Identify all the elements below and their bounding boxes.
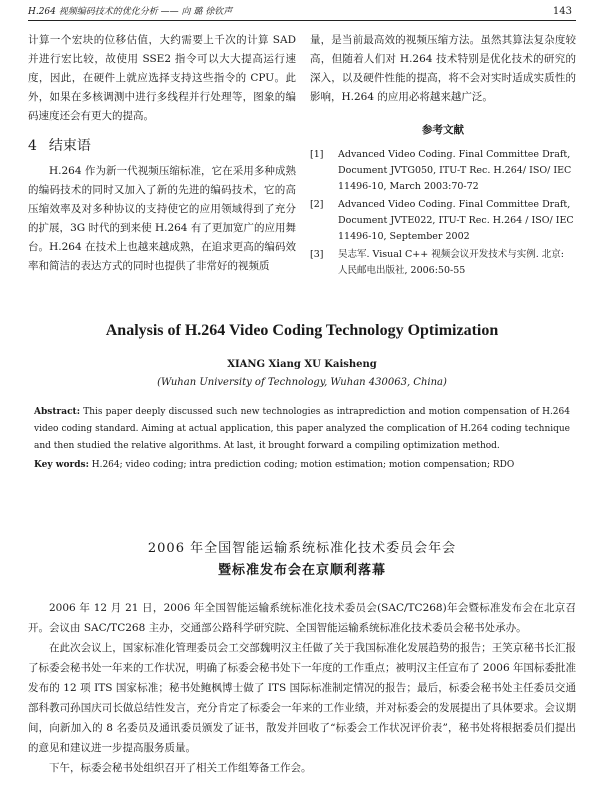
reference-text: Advanced Video Coding. Final Committee Draft, Document JVTG050, ITU-T Rec. H.264/ ISO/ IEC 11496-10, March 2003:70-72	[338, 149, 572, 192]
news-block	[28, 538, 576, 778]
reference-text: 吴志军. Visual C++ 视频会议开发技术与实例. 北京: 人民邮电出版社, 2006:50-55	[338, 249, 564, 276]
news-title-line-2: 暨标准发布会在京顺利落幕	[217, 563, 386, 578]
english-keywords	[28, 457, 576, 473]
english-authors: XIANG Xiang XU Kaisheng	[227, 359, 377, 370]
right-column	[310, 31, 576, 281]
body-paragraph: 计算一个宏块的位移估值，大约需要上千次的计算 SAD 并进行宏比较，故使用 SSE2 指令可以大大提高运行速度，因此，在硬件上就应选择支持这些指令的 CPU。此外，如果在多核调测中进行多线程并行处理等，图象的编码速度还会有更大的提高。	[28, 34, 296, 122]
keywords-label: Key words:	[34, 460, 89, 470]
running-header	[28, 4, 576, 21]
english-affiliation: (Wuhan University of Technology, Wuhan 430063, China)	[157, 377, 447, 388]
english-abstract-block	[28, 320, 576, 473]
keywords-text: H.264; video coding; intra prediction coding; motion estimation; motion compensation; RDO	[88, 460, 515, 470]
abstract-text: This paper deeply discussed such new technologies as intraprediction and motion compensation of H.264 video coding standard. Aiming at actual application, this paper analyzed the complication of H.264 coding technique and then studied the relative algorithms. At last, it brought forward a compiling optimization method.	[34, 407, 570, 451]
left-column	[28, 31, 296, 276]
references-heading: 参考文献	[422, 124, 464, 136]
english-abstract	[28, 404, 576, 455]
reference-item	[310, 197, 576, 245]
running-title: H.264 视频编码技术的优化分析 —— 向 璐 徐钦声	[28, 7, 233, 17]
page-number: 143	[552, 6, 572, 17]
reference-text: Advanced Video Coding. Final Committee Draft, Document JVTE022, ITU-T Rec. H.264 / ISO/ IEC 11496-10, September 2002	[338, 199, 574, 242]
body-paragraph: 量，是当前最高效的视频压缩方法。虽然其算法复杂度较高，但随着人们对 H.264 技术特别是优化技术的研究的深入，以及硬件性能的提高，将不会对实时适成实质性的影响，H.264 的应用必将越来越广泛。	[310, 34, 576, 103]
news-body	[28, 598, 576, 778]
reference-number: [3]	[310, 249, 324, 260]
news-paragraph: 下午，标委会秘书处组织召开了相关工作组筹备工作会。	[49, 762, 312, 774]
section-number: 4	[28, 138, 37, 154]
news-paragraph: 2006 年 12 月 21 日，2006 年全国智能运输系统标准化技术委员会(SAC/TC268)年会暨标准发布会在北京召开。会议由 SAC/TC268 主办，交通部公路科学研究院、全国智能运输系统标准化技术委员会秘书处承办。	[28, 602, 576, 634]
news-title-line-1: 2006 年全国智能运输系统标准化技术委员会年会	[147, 541, 457, 556]
abstract-label: Abstract:	[34, 407, 81, 417]
reference-item	[310, 147, 576, 195]
news-paragraph: 在此次会议上，国家标准化管理委员会工交部魏明汉主任做了关于我国标准化发展趋势的报告；王笑京秘书长汇报了标委会秘书处一年来的工作状况，明确了标委会秘书处下一年度的工作重点；被明汉主任宣布了 2006 年国标委批准发布的 12 项 ITS 国家标准；秘书处鲍枫博士做了 ITS 国际标准制定情况的报告；最后，标委会秘书处主任委员交通部科教司孙国庆司长做总结性发言，充分肯定了标委会一年来的工作业绩，并对标委会的发展提出了具体要求。会议期间，向新加入的 8 名委员及通讯委员颁发了证书，散发并回收了“标委会工作状况评价表”，秘书处将根据委员们提出的意见和建议进一步提高服务质量。	[28, 642, 576, 754]
conclusion-paragraph: H.264 作为新一代视频压缩标准，它在采用多种成熟的编码技术的同时又加入了新的先进的编码技术，它的高压缩效率及对多种协议的支持使它的应用领域得到了充分的扩展，3G 时代的到来使 H.264 有了更加宽广的应用舞台。H.264 在技术上也越来越成熟，在追求更高的编码效率和简洁的表达方式的同时也提供了非常好的视频质	[28, 165, 296, 272]
section-title: 结束语	[48, 138, 91, 154]
reference-number: [2]	[310, 199, 324, 210]
english-title: Analysis of H.264 Video Coding Technology Optimization	[105, 322, 499, 339]
reference-item	[310, 247, 576, 279]
section-heading	[28, 136, 296, 156]
reference-number: [1]	[310, 149, 324, 160]
